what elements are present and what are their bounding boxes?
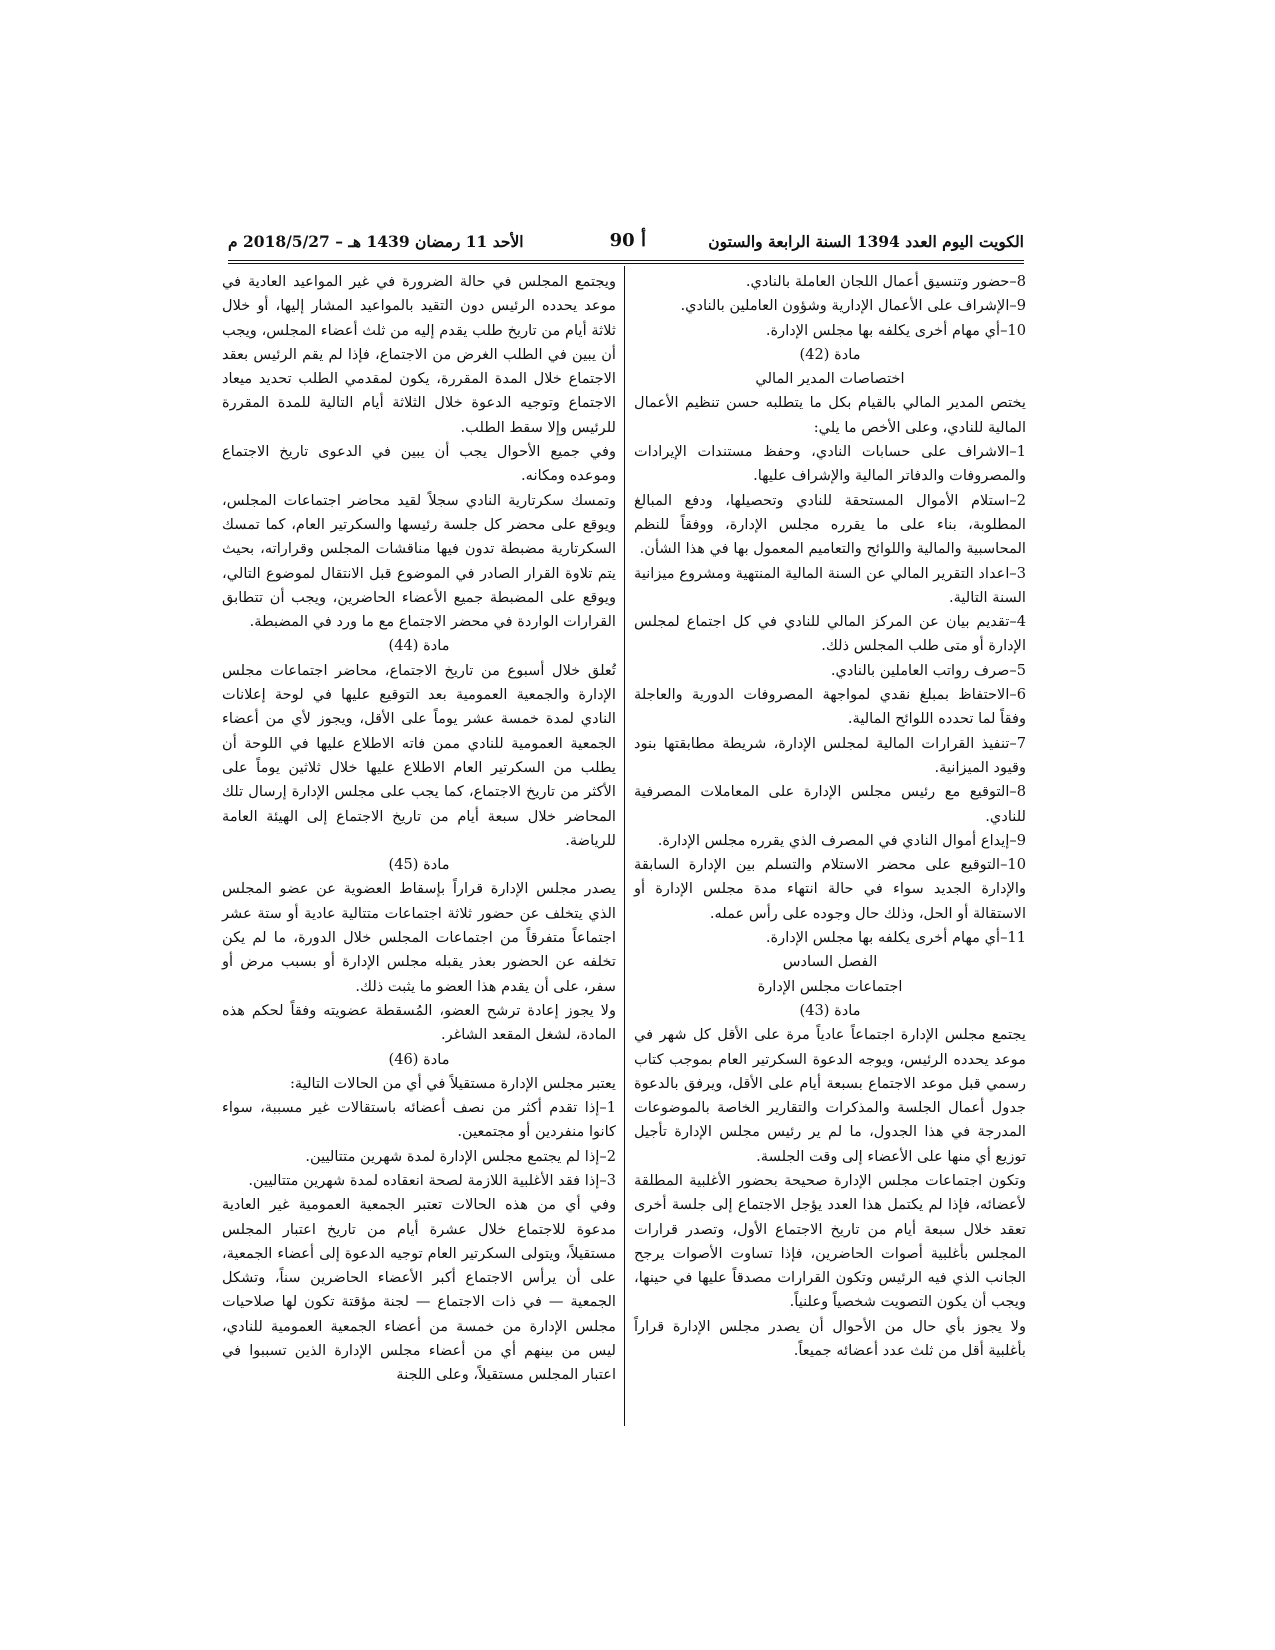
list-item: 2–إذا لم يجتمع مجلس الإدارة لمدة شهرين متتاليين.: [305, 1147, 616, 1165]
paragraph: ولا يجوز إعادة ترشح العضو، المُسقطة عضويته وفقاً لحكم هذه المادة، لشغل المقعد الشاغر.: [222, 1001, 616, 1044]
item-8: 8–حضور وتنسيق أعمال اللجان العاملة بالنادي.: [745, 273, 1026, 290]
right-column: [634, 270, 1026, 1363]
list-item: 6–الاحتفاظ بمبلغ نقدي لمواجهة المصروفات الدورية والعاجلة وفقاً لما تحدده اللوائح المالية.: [634, 686, 1026, 728]
paragraph: يعتبر مجلس الإدارة مستقيلاً في أي من الحالات التالية:: [289, 1074, 616, 1092]
paragraph: يصدر مجلس الإدارة قراراً بإسقاط العضوية عن عضو المجلس الذي يتخلف عن حضور ثلاثة اجتماعات متتالية عادية أو ستة عشر اجتماعاً متفرقاً من اجتماعات المجلس خلال الدورة، ما لم يكن تخلفه عن الحضور بعذر يقبله مجلس الإدارة أو بسبب مرض أو سفر، على أن يقدم هذا العضو ما يثبت ذلك.: [222, 880, 616, 995]
list-item: 3–اعداد التقرير المالي عن السنة المالية المنتهية ومشروع ميزانية السنة التالية.: [634, 564, 1026, 606]
item-10: 10–أي مهام أخرى يكلفه بها مجلس الإدارة.: [765, 321, 1026, 339]
article-heading-46: مادة (46): [388, 1050, 450, 1068]
list-item: 5–صرف رواتب العاملين بالنادي.: [830, 661, 1026, 679]
paragraph: وفي أي من هذه الحالات تعتبر الجمعية العمومية غير العادية مدعوة للاجتماع خلال عشرة أيام من تاريخ اعتبار المجلس مستقيلاً، ويتولى السكرتير العام توجيه الدعوة إلى أعضاء الجمعية، على أن يرأس الاجتماع أكبر الأعضاء الحاضرين سناً، وتشكل الجمعية — في ذات الاجتماع — لجنة مؤقتة تكون لها صلاحيات مجلس الإدارة من خمسة من أعضاء الجمعية العمومية للنادي، ليس من بينهم أي من أعضاء مجلس الإدارة الذين تسببوا في اعتبار المجلس مستقيلاً، وعلى اللجنة: [222, 1196, 616, 1384]
article-heading-42: مادة (42): [799, 345, 861, 363]
header-rule: [228, 260, 1024, 261]
article-heading-44: مادة (44): [388, 637, 450, 655]
list-item: 1–الاشراف على حسابات النادي، وحفظ مستندات الإيرادات والمصروفات والدفاتر المالية والإشراف عليها.: [634, 443, 1026, 485]
paragraph: يختص المدير المالي بالقيام بكل ما يتطلبه حسن تنظيم الأعمال المالية للنادي، وعلى الأخص ما يلي:: [634, 394, 1026, 436]
paragraph: وتمسك سكرتارية النادي سجلاً لقيد محاضر اجتماعات المجلس، ويوقع على محضر كل جلسة رئيسها والسكرتير العام، كما تمسك السكرتارية مضبطة تدون فيها مناقشات المجلس وقراراته، بحيث يتم تلاوة القرار الصادر في الموضوع قبل الانتقال لموضوع التالي، ويوقع على المضبطة جميع الأعضاء الحاضرين، ويجب أن تتطابق القرارات الواردة في محضر الاجتماع مع ما ورد في المضبطة.: [222, 491, 616, 631]
article-heading-43: مادة (43): [799, 1001, 861, 1019]
header-date: الأحد 11 رمضان 1439 هـ – 2018/5/27 م: [228, 232, 524, 251]
list-item: 10–التوقيع على محضر الاستلام والتسلم بين الإدارة السابقة والإدارة الجديد سواء في حالة انتهاء مدة مجلس الإدارة أو الاستقالة أو الحل، وذلك حال وجوده على رأس عمله.: [634, 856, 1026, 922]
list-item: 7–تنفيذ القرارات المالية لمجلس الإدارة، شريطة مطابقتها بنود وقيود الميزانية.: [634, 734, 1026, 776]
paragraph: وفي جميع الأحوال يجب أن يبين في الدعوى تاريخ الاجتماع وموعده ومكانه.: [222, 443, 616, 485]
page-header: [228, 232, 1024, 258]
item-9: 9–الإشراف على الأعمال الإدارية وشؤون العاملين بالنادي.: [680, 297, 1026, 315]
column-divider: [624, 266, 625, 1426]
left-column: [222, 270, 616, 1388]
header-page-number: أ 90: [609, 230, 646, 251]
section-heading-financial-director: اختصاصات المدير المالي: [755, 370, 905, 388]
chapter-heading: الفصل السادس: [782, 953, 878, 971]
list-item: 3–إذا فقد الأغلبية اللازمة لصحة انعقاده لمدة شهرين متتاليين.: [248, 1171, 616, 1189]
list-item: 1–إذا تقدم أكثر من نصف أعضائه باستقالات غير مسببة، سواء كانوا منفردين أو مجتمعين.: [222, 1099, 616, 1141]
paragraph: ويجتمع المجلس في حالة الضرورة في غير المواعيد العادية في موعد يحدده الرئيس دون التقيد بالمواعيد المشار إليها، أو خلال ثلاثة أيام من تاريخ طلب يقدم إليه من ثلث أعضاء المجلس، ويجب أن يبين في الطلب الغرض من الاجتماع، فإذا لم يقم الرئيس بعقد الاجتماع خلال المدة المقررة، يكون لمقدمي الطلب تحديد ميعاد الاجتماع وتوجيه الدعوة خلال الثلاثة أيام التالية للمدة المقررة للرئيس وإلا سقط الطلب.: [222, 273, 616, 436]
paragraph: ولا يجوز بأي حال من الأحوال أن يصدر مجلس الإدارة قراراً بأغلبية أقل من ثلث عدد أعضائه جميعاً.: [634, 1317, 1026, 1360]
list-item: 4–تقديم بيان عن المركز المالي للنادي في كل اجتماع لمجلس الإدارة أو متى طلب المجلس ذلك.: [634, 613, 1026, 655]
paragraph: يجتمع مجلس الإدارة اجتماعاً عادياً مرة على الأقل كل شهر في موعد يحدده الرئيس، ويوجه الدعوة السكرتير العام بموجب كتاب رسمي قبل موعد الاجتماع بسبعة أيام على الأقل، ويرفق بالدعوة جدول أعمال الجلسة والمذكرات والتقارير الخاصة بالموضوعات المدرجة في هذا الجدول، ما لم ير رئيس مجلس الإدارة تأجيل توزيع أي منها على الأعضاء إلى وقت الجلسة.: [634, 1026, 1026, 1165]
list-item: 11–أي مهام أخرى يكلفه بها مجلس الإدارة.: [765, 929, 1026, 947]
list-item: 8–التوقيع مع رئيس مجلس الإدارة على المعاملات المصرفية للنادي.: [634, 783, 1026, 825]
chapter-subheading: اجتماعات مجلس الإدارة: [757, 977, 903, 995]
list-item: 9–إيداع أموال النادي في المصرف الذي يقرره مجلس الإدارة.: [657, 831, 1026, 849]
article-heading-45: مادة (45): [388, 856, 450, 874]
paragraph: تُعلق خلال أسبوع من تاريخ الاجتماع، محاضر اجتماعات مجلس الإدارة والجمعية العمومية بعد التوقيع عليها في لوحة إعلانات النادي لمدة خمسة عشر يوماً على الأقل، ويجوز لأي من أعضاء الجمعية العمومية للنادي ممن فاته الاطلاع عليها في اللوحة أن يطلب من السكرتير العام الاطلاع عليها خلال ثلاثين يوماً على الأكثر من تاريخ الاجتماع، كما يجب على مجلس الإدارة إرسال تلك المحاضر خلال سبعة أيام من تاريخ الاجتماع إلى الهيئة العامة للرياضة.: [222, 661, 616, 849]
header-publication: الكويت اليوم العدد 1394 السنة الرابعة والستون: [708, 232, 1024, 251]
header-rule-double: [228, 263, 1024, 264]
paragraph: وتكون اجتماعات مجلس الإدارة صحيحة بحضور الأغلبية المطلقة لأعضائه، فإذا لم يكتمل هذا العدد يؤجل الاجتماع إلى جلسة أخرى تعقد خلال سبعة أيام من تاريخ الاجتماع الأول، وتصدر قرارات المجلس بأغلبية أصوات الحاضرين، فإذا تساوت الأصوات يرجح الجانب الذي فيه الرئيس وتكون القرارات مصدقاً عليها في حينها، ويجب أن يكون التصويت شخصياً وعلنياً.: [634, 1171, 1026, 1311]
list-item: 2–استلام الأموال المستحقة للنادي وتحصيلها، ودفع المبالغ المطلوبة، بناء على ما يقرره مجلس الإدارة، ووفقاً للنظم المحاسبية والمالية واللوائح والتعاميم المعمول بها في هذا الشأن.: [634, 491, 1026, 558]
